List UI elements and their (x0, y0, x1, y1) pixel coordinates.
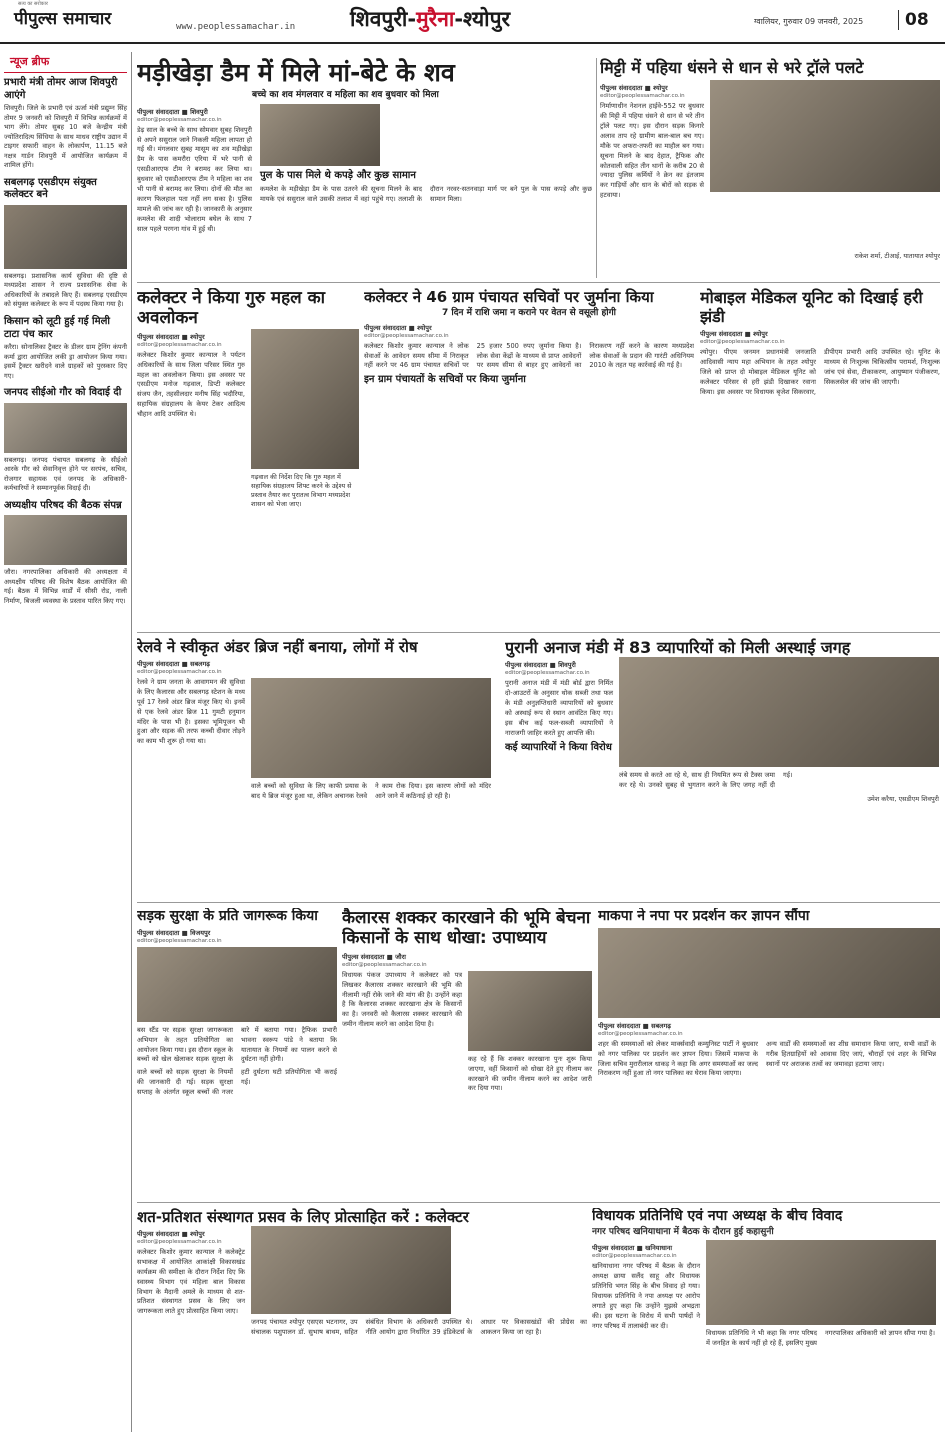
story-trolley-overturn (600, 58, 940, 278)
headline: मड़ीखेड़ा डैम में मिले मां-बेटे के शव (137, 58, 455, 87)
reporter-email: editor@peoplessamachar.co.in (137, 1239, 222, 1245)
brief-text: सबलगढ़। प्रशासनिक कार्य सुविधा की दृष्टि से मध्यप्रदेश शासन ने राज्य प्रशासनिक सेवा के अधिकारियों के तबादले किए हैं। सबलगढ़ एसडीएम को संयुक्त कलेक्टर के रूप में पदस्थ किया गया है। (4, 271, 127, 309)
brand-tagline: सत्य का सरोकार (18, 1, 48, 7)
councillors-protest-photo (706, 1240, 936, 1325)
brief-item (4, 387, 127, 494)
story-road-safety (137, 908, 337, 1198)
byline: पीपुल्स संवाददाता ■ सबलगढ़ (137, 660, 210, 668)
headline: मोबाइल मेडिकल यूनिट को दिखाई हरी झंडी (700, 288, 923, 327)
page-number: 08 (898, 10, 929, 30)
story-cpim-protest (598, 908, 940, 1198)
story-body-2: विधायक प्रतिनिधि ने भी कहा कि नगर परिषद में जनहित के कार्य नहीं हो रहे हैं, इसलिए मुख्य नगरपालिका अधिकारी को ज्ञापन सौंपा गया है। (706, 1329, 935, 1348)
story-body: शहर की समस्याओं को लेकर मार्क्सवादी कम्युनिस्ट पार्टी ने बुधवार को नगर पालिका पर प्रदर्शन कर ज्ञापन दिया। जिसमें माकपा के जिला सचिव मुरारीलाल धाकड़ ने कहा कि अगर समस्याओं का जल्द निराकरण नहीं हुआ तो नगर पालिका का घेराव किया जाएगा। (598, 1039, 758, 1078)
credit: उमेश करैया, एसडीएम शिवपुरी (867, 794, 939, 803)
story-body: पुरानी अनाज मंडी में मंडी बोर्ड द्वारा निर्मित दो-आउटरों के अनुसार थोक सब्जी तथा फल के मंडी अनुज्ञप्तिधारी व्यापारियों को बुधवार को अस्थाई रूप से स्थान आवंटित किए गए। इस बीच कई फल-सब्जी व्यापारियों ने नाराजगी जाहिर करते हुए आपत्ति की। (505, 679, 613, 737)
headline: विधायक प्रतिनिधि एवं नपा अध्यक्ष के बीच विवाद (592, 1208, 843, 1224)
story-body: डेढ़ साल के बच्चे के साथ सोमवार सुबह शिवपुरी से अपने ससुराल जाने निकली महिला लापता हो गई थी। मंगलवार सुबह मासूम का शव मड़ीखेड़ा डैम के पास कमरौरा एरिया में भरे पानी से एसडीआरएफ टीम ने बरामद कर लिया था। बुधवार को एसडीआरएफ टीम ने महिला का शव भी पानी से बरामद कर लिया। दोनों की मौत का कारण फिलहाल पता नहीं लग सका है। पुलिस मामले की जांच कर रही है। जानकारी के अनुसार कमलेश की शादी भोलाराम बघेल के साथ 7 साल पहले परगना गांव में हुई थी। (137, 125, 252, 233)
group-photo (4, 403, 127, 453)
divider (137, 632, 940, 633)
byline: पीपुल्स संवाददाता ■ विजयपुर (137, 928, 211, 937)
deck: नगर परिषद खनियाधाना में बैठक के दौरान हुई कहासुनी (592, 1226, 774, 1237)
subheading: कई व्यापारियों ने किया विरोध (505, 741, 612, 753)
story-body-2: जनपद पंचायत श्योपुर एसएस भटनागर, उप संचालक पशुपालन डॉ. सुभाष बाथम, सहित संबंधित विभाग के अधिकारी उपस्थित थे। नीति आयोग द्वारा निर्धारित 39 इंडिकेटर्स के आधार पर विकासखंडों की प्रोग्रेस का आकलन किया जा रहा है। (251, 1318, 587, 1336)
story-khaniyadhana-dispute (592, 1208, 940, 1433)
divider (137, 1202, 940, 1203)
reporter-email: editor@peoplessamachar.co.in (598, 1030, 683, 1037)
story-body-2: वाले बच्चों को सुविधा के लिए काफी प्रयास के बाद ये ब्रिज मंजूर हुआ था, लेकिन अचानक रेलवे ने काम रोक दिया। इस कारण लोगों को मंदिर आने जाने में कठिनाई हो रही है। (251, 782, 491, 800)
brief-headline: प्रभारी मंत्री तोमर आज शिवपुरी आएंगे (4, 77, 118, 101)
reporter-email: editor@peoplessamachar.co.in (137, 341, 222, 348)
mla-portrait-photo (468, 971, 592, 1051)
story-body-2: कमलेश के मड़ीखेड़ा डैम के पास उतरने की सूचना मिलने के बाद मायके एवं ससुराल वाले उसकी तलाश में वहां पहुंचे गए। तलाशी के दौरान नरवर-सतनवाड़ा मार्ग पर बने पुल के पास कपड़े और कुछ सामान मिला। (260, 185, 592, 204)
mandi-allotment-photo (619, 657, 939, 767)
brief-item (4, 500, 127, 607)
subheading: इन ग्राम पंचायतों के सचिवों पर किया जुर्माना (364, 374, 526, 386)
story-grain-mandi (505, 638, 940, 898)
reporter-email: editor@peoplessamachar.co.in (137, 669, 222, 675)
headline: पुरानी अनाज मंडी में 83 व्यापारियों को मिली अस्थाई जगह (505, 638, 851, 657)
reporter-email: editor@peoplessamachar.co.in (364, 332, 449, 339)
guru-mahal-photo (251, 329, 359, 469)
divider (596, 58, 597, 278)
story-dam-bodies (137, 58, 592, 278)
overturned-trolley-photo (710, 80, 940, 192)
story-body: कलेक्टर किशोर कुमार कान्याल ने पर्यटन अधिकारियों के साथ जिला परिसर स्थित गुरु महल का अवलोकन किया। इस अवसर पर एसडीएम मनोज गढ़वाल, डिप्टी कलेक्टर संजय जैन, तहसीलदार मनीष सिंह भदौरिया, सहायिक संग्रहालय के केयर टेकर आदित्य चौहान आदि उपस्थित थे। (137, 350, 245, 419)
brief-text: करैरा। सोनालिका ट्रैक्टर के डीलर ग्राम ट्रेनिंग कंपनी कर्मा द्वारा आयोजित लकी ड्रा आयोजन किया गया। इसमें ट्रैक्टर खरीदने वाले ग्राहकों को पुरस्कार दिए गए। (4, 343, 127, 380)
newspaper-logo: पीपुल्स समाचार (14, 9, 112, 29)
byline: पीपुल्स संवाददाता ■ सबलगढ़ (598, 1021, 671, 1030)
edition-part-2: मुरैना (416, 7, 455, 31)
story-body: निर्माणाधीन नेशनल हाईवे-552 पर बुधवार की मिट्टी में पहिया धंसने से धान से भरे तीन ट्रॉले पलट गए। इस दौरान सड़क किनारे अलाव ताप रहे ग्रामीण बाल-बाल बच गए। मौके पर अफरा-तफरी का माहौल बन गया। सूचना मिलने के बाद देहात, ट्रैफिक और कोतवाली सहित तीन थानों के करीब 20 से ज्यादा पुलिस कर्मियों ने क्रेन का इंतजाम कर गाड़ियों और धान के बोरों को सड़क से हटवाया। (600, 102, 704, 200)
brief-headline: अध्यक्षीय परिषद की बैठक संपन्न (4, 499, 122, 511)
railway-bridge-site-photo (251, 678, 491, 778)
headline: शत-प्रतिशत संस्थागत प्रसव के लिए प्रोत्साहित करें : कलेक्टर (137, 1208, 469, 1226)
credit: राकेश शर्मा, टीआई, यातायात श्योपुर (854, 252, 940, 261)
byline: पीपुल्स संवाददाता ■ श्योपुर (364, 323, 432, 332)
story-panchayat-fine (364, 288, 694, 628)
headline: रेलवे ने स्वीकृत अंडर ब्रिज नहीं बनाया, लोगों में रोष (137, 638, 418, 656)
edition-title (350, 5, 510, 33)
brief-item (4, 316, 127, 381)
review-meeting-photo (251, 1226, 451, 1314)
brief-headline: सबलगढ़ एसडीएम संयुक्त कलेक्टर बने (4, 176, 97, 201)
headline: कलेक्टर ने किया गुरु महल का अवलोकन (137, 288, 326, 329)
reporter-email: editor@peoplessamachar.co.in (600, 93, 685, 100)
byline: पीपुल्स संवाददाता ■ शिवपुरी (505, 661, 576, 670)
reporter-email: editor@peoplessamachar.co.in (137, 116, 222, 123)
dateline: ग्वालियर, गुरुवार 09 जनवरी, 2025 (754, 17, 864, 26)
story-body: बस स्टैंड पर सड़क सुरक्षा जागरूकता अभियान के तहत प्रतियोगिता का आयोजन किया गया। इस दौरान स्कूल के बच्चों को खेल खेलाकर सड़क सुरक्षा के बारे में बताया गया। ट्रैफिक प्रभारी भावना स्वरूप पांडे ने बताया कि यातायात के नियमों का पालन करने से दुर्घटना नहीं होगी। (137, 1025, 337, 1064)
byline: पीपुल्स संवाददाता ■ खनियाधाना (592, 1244, 673, 1253)
headline: मिट्टी में पहिया धंसने से धान से भरे ट्रॉले पलटे (600, 58, 864, 77)
byline: पीपुल्स संवाददाता ■ श्योपुर (137, 332, 205, 341)
story-sugar-mill-land (342, 908, 592, 1198)
story-body-2: लंबे समय से करते आ रहे थे, साथ ही नियमित रूप से टैक्स जमा कर रहे थे। उनको सुबह से भुगतान करने के लिए जगह नहीं दी गई। (619, 771, 793, 790)
deck: 7 दिन में राशि जमा न कराने पर वेतन से वसूली होगी (441, 308, 617, 318)
reporter-email: editor@peoplessamachar.co.in (592, 1253, 677, 1260)
story-railway-underbridge (137, 638, 499, 898)
story-body: विधायक पंकज उपाध्याय ने कलेक्टर को पत्र लिखकर कैलारस शक्कर कारखाने की भूमि की नीलामी नहीं रोके जाने की मांग की है। उन्होंने कहा है कि कैलारस शक्कर कारखाना क्षेत्र के किसानों का है। जनवरी को कैलारस शक्कर कारखाने की जमीन नीलाम करने का आदेश दिया है। (342, 970, 462, 1029)
brief-text: जौरा। नगरपालिका अधिकारी की अध्यक्षता में अध्यक्षीय परिषद की विशेष बैठक आयोजित की गई। बैठक में विभिन्न वार्डों में सीसी रोड, नाली निर्माण, बिजली व्यवस्था के प्रस्ताव पारित किए गए। (4, 568, 127, 606)
deck: बच्चे का शव मंगलवार व महिला का शव बुधवार को मिला (252, 90, 439, 100)
byline: पीपुल्स संवाददाता ■ श्योपुर (137, 1230, 205, 1238)
protest-photo (598, 928, 940, 1018)
story-body: रेलवे ने ग्राम जनता के आवागमन की सुविधा के लिए कैलारस और सबलगढ़ स्टेशन के मध्य पूर्व 17 रेलवे अंडर ब्रिज मंजूर किए थे। इनमें से एक रेलवे अंडर ब्रिज 11 गुमटी हनुमान मंदिर के पास भी है। इसका भूमिपूजन भी हुआ और सड़क की तरफ कच्ची दीवार तोड़ने का काम भी शुरू हो गया था। (137, 678, 245, 746)
news-brief-column (4, 52, 132, 1432)
reporter-email: editor@peoplessamachar.co.in (342, 961, 427, 968)
story-body-2: वाले बच्चों को सड़क सुरक्षा के नियमों की जानकारी दी गई। सड़क सुरक्षा सप्ताह के अंतर्गत स्कूल बच्चों की नजर हटी दुर्घटना घटी प्रतियोगिता भी कराई गई। (137, 1068, 337, 1097)
story-mobile-medical-unit (700, 288, 940, 628)
headline: कैलारस शक्कर कारखाने की भूमि बेचना किसानों के साथ धोखा: उपाध्याय (342, 908, 591, 949)
victims-photo (260, 104, 380, 166)
meeting-photo (4, 515, 127, 565)
story-body-2: अन्य वार्डों की समस्याओं का शीघ्र समाधान किया जाए, सभी वार्डों के गरीब हितग्राहियों को आवास दिए जाएं, चौराहों एवं शहर के विभिन्न स्थानों पर अराजक तत्वों का जमावड़ा हटाया जाए। (766, 1039, 936, 1068)
brief-item (4, 77, 127, 171)
divider (137, 282, 940, 283)
reporter-email: editor@peoplessamachar.co.in (137, 937, 222, 944)
story-body-2: कह रहे हैं कि शक्कर कारखाना पुनः शुरू किया जाएगा, वहीं किसानों को धोखा देते हुए नीलाम कर कारखाने की जमीन नीलाम करने का आदेश जारी कर दिया गया। (468, 1054, 592, 1093)
news-brief-tag: न्यूज ब्रीफ (4, 52, 127, 73)
masthead (0, 0, 945, 44)
story-institutional-delivery (137, 1208, 587, 1433)
edition-part-3: -श्योपुर (454, 7, 511, 31)
brief-headline: किसान को लूटी हुई गई मिली टाटा पंच कार (4, 316, 110, 340)
story-body: खनियाधाना नगर परिषद में बैठक के दौरान अध्यक्ष छाया सलैंद साहू और विधायक प्रतिनिधि भगत सिंह के बीच विवाद हो गया। विधायक प्रतिनिधि ने नपा अध्यक्ष पर आरोप लगाते हुए कहा कि उन्होंने मुझसे अभद्रता की। इस घटना के विरोध में सभी पार्षदों ने नगर परिषद में तालाबंदी कर दी। (592, 1262, 700, 1330)
reporter-email: editor@peoplessamachar.co.in (700, 339, 785, 346)
brief-headline: जनपद सीईओ गौर को विदाई दी (4, 387, 122, 399)
byline: पीपुल्स संवाददाता ■ शिवपुरी (137, 107, 208, 116)
brief-text: शिवपुरी। जिले के प्रभारी एवं ऊर्जा मंत्री प्रद्युम्न सिंह तोमर 9 जनवरी को शिवपुरी में विभिन्न कार्यक्रमों में भाग लेंगे। तोमर सुबह 10 बजे केन्द्रीय मंत्री ज्योतिरादित्य सिंधिया के साथ माधव राष्ट्रीय उद्यान में टाइगर सफारी वाहन के लोकार्पण, 11.15 बजे नक्षत्र गार्डन शिवपुरी में आयोजित कार्यक्रम में शामिल होंगे। (4, 104, 127, 170)
website-url: www.peoplessamachar.in (176, 22, 296, 32)
subheading: पुल के पास मिले थे कपड़े और कुछ सामान (260, 169, 416, 181)
divider (137, 902, 940, 903)
byline: पीपुल्स संवाददाता ■ श्योपुर (600, 84, 668, 93)
story-body: कलेक्टर किशोर कुमार कान्याल ने कलेक्ट्रेट सभाकक्ष में आयोजित आकांक्षी विकासखंड कार्यक्रम की समीक्षा के दौरान निर्देश दिए कि स्वास्थ्य विभाग एवं महिला बाल विकास विभाग के मैदानी अमले के माध्यम से शत-प्रतिशत संस्थागत प्रसव के लिए जन जागरूकता लाते हुए प्रोत्साहित किया जाए। (137, 1248, 245, 1316)
byline: पीपुल्स संवाददाता ■ जौरा (342, 952, 406, 961)
headline: सड़क सुरक्षा के प्रति जागरूक किया (137, 908, 318, 924)
caption: गढ़वाल की निर्देश दिए कि गुरु महल में सहायिक संग्रहालय शिफ्ट करने के उद्देश्य से प्रस्ताव तैयार कर पुरातत्व विभाग मध्यप्रदेश शासन को भेजा जाए। (251, 472, 352, 509)
story-guru-mahal (137, 288, 359, 628)
road-safety-event-photo (137, 947, 337, 1022)
edition-part-1: शिवपुरी- (350, 7, 417, 31)
byline: पीपुल्स संवाददाता ■ श्योपुर (700, 330, 768, 339)
brief-item (4, 177, 127, 310)
portrait-photo (4, 205, 127, 269)
story-body: श्योपुर। पीएम जनमन प्रधानमंत्री जनजाति आदिवासी न्याय महा अभियान के तहत श्योपुर जिले को प्राप्त दो मोबाइल मेडिकल यूनिट को कलेक्टर परिसर से हरी झंडी दिखाकर रवाना किया। इस अवसर पर विधायक बृजेश सिकरवार, डीपीएम प्रभारी आदि उपस्थित रहे। यूनिट के माध्यम से निःशुल्क चिकित्सीय परामर्श, निःशुल्क जांच एवं सेवा, टीकाकरण, आयुष्मान पंजीकरण, सिकलसेल की जांच की जाएगी। (700, 348, 940, 396)
reporter-email: editor@peoplessamachar.co.in (505, 670, 590, 677)
headline: कलेक्टर ने 46 ग्राम पंचायत सचिवों पर जुर्माना किया (364, 288, 654, 306)
story-body: कलेक्टर किशोर कुमार कान्याल ने लोक सेवाओं के आवेदन समय सीमा में निराकृत नहीं करने पर 46 ग्राम पंचायत सचिवों पर 25 हजार 500 रुपए जुर्माना किया है। लोक सेवा केंद्रों के माध्यम से प्राप्त आवेदनों पर समय सीमा से बाहर हुए आवेदनों का निराकरण नहीं करने के कारण मध्यप्रदेश लोक सेवाओं के प्रदान की गारंटी अधिनियम 2010 के तहत यह कार्रवाई की गई है। (364, 341, 694, 370)
headline: माकपा ने नपा पर प्रदर्शन कर ज्ञापन सौंपा (598, 908, 810, 924)
brief-text: सबलगढ़। जनपद पंचायत सबलगढ़ के सीईओ आरके गौर को सेवानिवृत्त होने पर सरपंच, सचिव, रोजगार सहायक एवं जनपद के अधिकारी-कर्मचारियों ने सम्मानपूर्वक विदाई दी। (4, 455, 127, 493)
